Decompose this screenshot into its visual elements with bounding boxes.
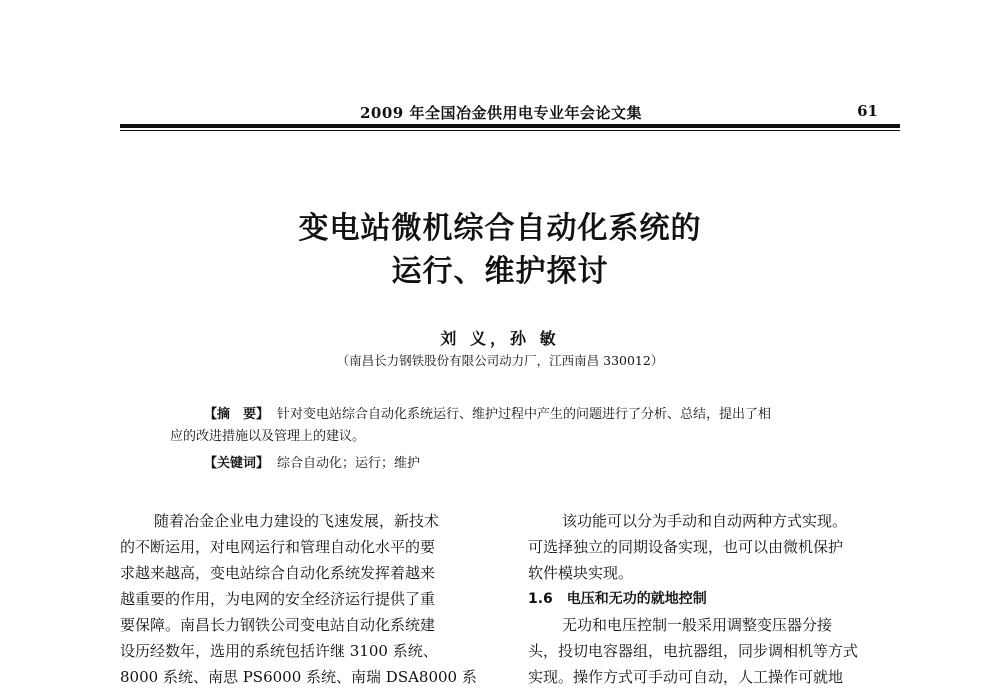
body-right-line-3: 软件模块实现。: [528, 564, 634, 582]
body-left-line-1: 随着冶金企业电力建设的飞速发展，新技术: [154, 512, 440, 530]
keywords-text: 综合自动化；运行；维护: [277, 456, 421, 471]
running-header: [120, 96, 900, 136]
section-heading: 1.6 电压和无功的就地控制: [528, 591, 707, 607]
authors: 刘 义，孙 敏: [440, 329, 560, 348]
keywords: [204, 452, 420, 471]
body-right-line-5: 头，投切电容器组，电抗器组，同步调相机等方式: [528, 642, 859, 660]
abstract: [170, 404, 860, 448]
body-right-line-2: 可选择独立的同期设备实现，也可以由微机保护: [528, 538, 844, 556]
abstract-text1: 针对变电站综合自动化系统运行、维护过程中产生的问题进行了分析、总结，提出了相: [277, 407, 772, 422]
body-left-line-3: 求越来越高，变电站综合自动化系统发挥着越来: [120, 564, 436, 582]
body-left-line-5: 要保障。南昌长力钢铁公司变电站自动化系统建: [120, 616, 436, 634]
body-right-line-6: 实现。操作方式可手动可自动，人工操作可就地: [528, 668, 844, 686]
header-rule-thick: [120, 124, 900, 128]
header-rule-thin: [120, 130, 900, 131]
affiliation: （南昌长力钢铁股份有限公司动力厂，江西南昌 330012）: [336, 353, 664, 368]
abstract-line1: [170, 404, 860, 426]
body-left-line-6: 设历经数年，选用的系统包括许继 3100 系统、: [120, 642, 438, 660]
proceedings-title: 2009 年全国冶金供用电专业年会论文集: [360, 104, 642, 122]
body-column-right: [528, 508, 898, 690]
body-left-line-4: 越重要的作用，为电网的安全经济运行提供了重: [120, 590, 436, 608]
page-number: 61: [857, 102, 878, 120]
body-left-line-7: 8000 系统、南思 PS6000 系统、南瑞 DSA8000 系: [120, 668, 477, 686]
body-right-line-1: 该功能可以分为手动和自动两种方式实现。: [562, 512, 848, 530]
abstract-line2: 应的改进措施以及管理上的建议。: [170, 429, 366, 444]
article-title-line1: 变电站微机综合自动化系统的: [298, 211, 702, 246]
body-left-line-2: 的不断运用，对电网运行和管理自动化水平的要: [120, 538, 436, 556]
abstract-label: 【摘 要】: [204, 407, 270, 422]
body-column-left: [120, 508, 490, 690]
body-right-line-4: 无功和电压控制一般采用调整变压器分接: [562, 616, 833, 634]
article-title-line2: 运行、维护探讨: [391, 254, 609, 289]
keywords-label: 【关键词】: [204, 456, 270, 471]
